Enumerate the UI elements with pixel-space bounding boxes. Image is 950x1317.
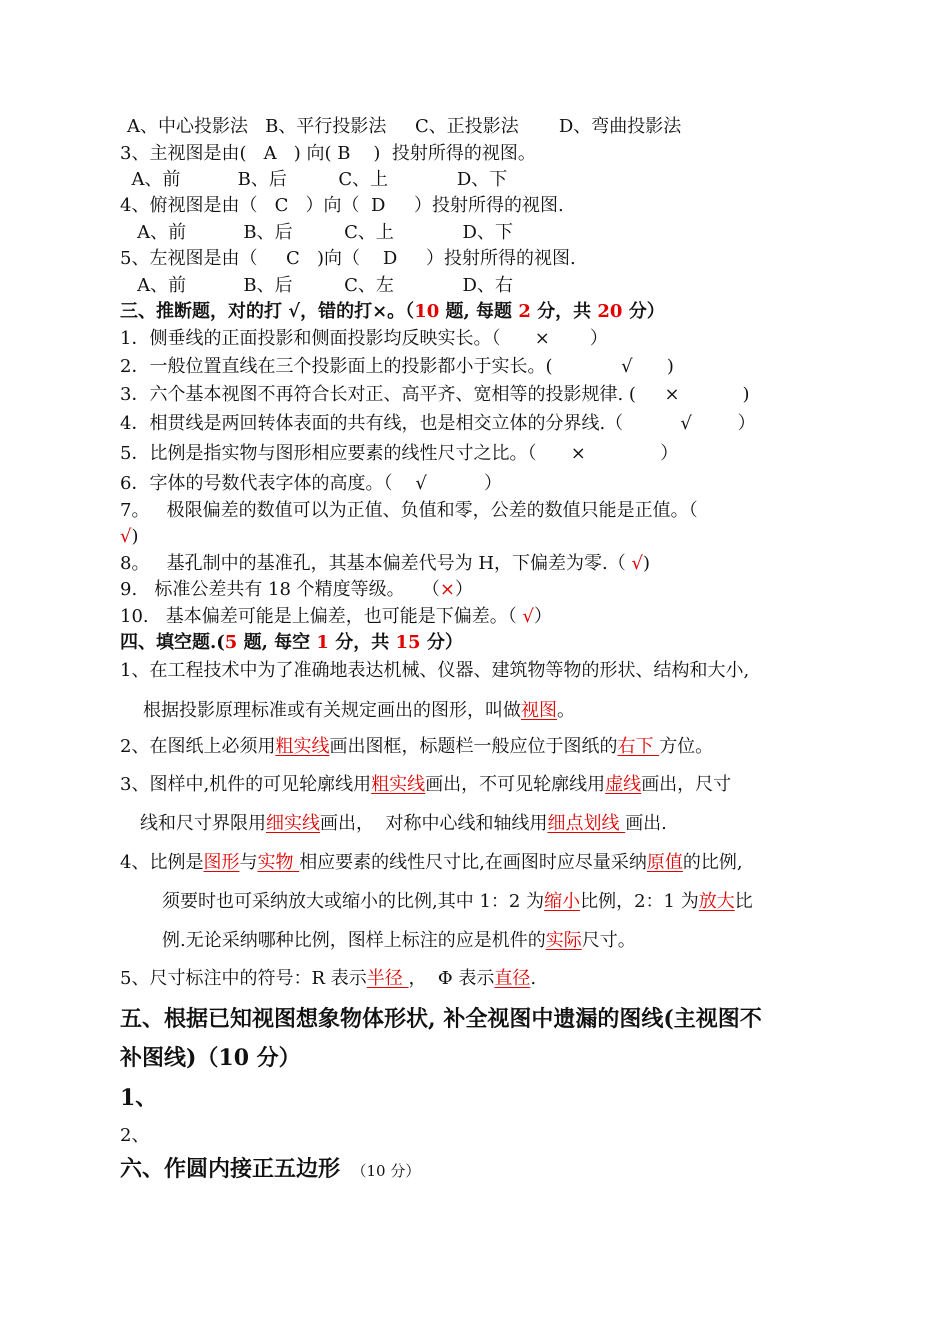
- tf-item-5: 5．比例是指实物与图形相应要素的线性尺寸之比。（ × ）: [120, 443, 679, 464]
- question-options: A、中心投影法 B、平行投影法 C、正投影法 D、弯曲投影法: [127, 116, 682, 137]
- answer-blank: 细实线: [266, 813, 320, 834]
- section-5-heading-line-1: 五、根据已知视图想象物体形状, 补全视图中遗漏的图线(主视图不: [120, 1006, 762, 1032]
- section-4-heading: 四、填空题.(5 题, 每空 1 分，共 15 分）: [120, 632, 463, 653]
- answer-blank: 实际: [545, 930, 582, 951]
- answer-blank: 粗实线: [275, 736, 330, 757]
- answer-blank: 放大: [698, 891, 735, 912]
- section-5-heading-line-2: 补图线)（10 分）: [120, 1045, 301, 1071]
- answer-blank: 图形: [203, 852, 240, 873]
- answer-blank: 缩小: [544, 891, 581, 912]
- question-5: 5、左视图是由（ C )向（ D ）投射所得的视图.: [120, 248, 576, 269]
- fill-item-1-line-1: 1、在工程技术中为了准确地表达机械、仪器、建筑物等物的形状、结构和大小,: [120, 660, 750, 681]
- tf-item-10: 10. 基本偏差可能是上偏差，也可能是下偏差。（ √）: [120, 606, 552, 627]
- tf-item-7: 7。 极限偏差的数值可以为正值、负值和零，公差的数值只能是正值。（: [120, 500, 698, 521]
- section-6-heading: 六、作圆内接正五边形 （10 分）: [120, 1156, 421, 1182]
- answer-blank: 实物: [257, 852, 300, 873]
- answer-blank: 虚线: [605, 774, 642, 795]
- fill-item-5: 5、尺寸标注中的符号：R 表示半径 ， Φ 表示直径.: [120, 968, 537, 989]
- answer-blank: 直径: [494, 968, 531, 989]
- section-3-heading: 三、推断题，对的打 √，错的打×。（10 题, 每题 2 分，共 20 分）: [120, 301, 665, 322]
- fill-item-1-line-2: 根据投影原理标准或有关规定画出的图形，叫做视图。: [143, 700, 575, 721]
- tf-item-9: 9. 标准公差共有 18 个精度等级。 （×）: [120, 579, 473, 600]
- section-5-item-1: 1、: [120, 1085, 158, 1111]
- tf-item-3: 3．六个基本视图不再符合长对正、高平齐、宽相等的投影规律. ( × ): [120, 384, 750, 405]
- answer-blank: 视图: [521, 700, 557, 721]
- tf-item-6: 6．字体的号数代表字体的高度。（ √ ）: [120, 473, 503, 494]
- fill-item-2: 2、在图纸上必须用粗实线画出图框，标题栏一般应位于图纸的右下 方位。: [120, 736, 714, 757]
- tf-item-4: 4．相贯线是两回转体表面的共有线，也是相交立体的分界线.（ √ ）: [120, 413, 756, 434]
- question-4: 4、俯视图是由（ C ）向（ D ）投射所得的视图.: [120, 195, 564, 216]
- question-3-options: A、前 B、后 C、上 D、下: [120, 169, 508, 190]
- fill-item-4-line-2: 须要时也可采纳放大或缩小的比例,其中 1：2 为缩小比例，2：1 为放大比: [162, 891, 753, 912]
- question-3: 3、主视图是由( A ) 向( B ) 投射所得的视图。: [120, 143, 536, 164]
- tf-item-2: 2．一般位置直线在三个投影面上的投影都小于实长。( √ ): [120, 356, 674, 377]
- answer-blank: 粗实线: [371, 774, 426, 795]
- fill-item-3-line-1: 3、图样中,机件的可见轮廓线用粗实线画出，不可见轮廓线用虚线画出，尺寸: [120, 774, 732, 795]
- question-5-options: A、前 B、后 C、左 D、右: [120, 275, 513, 296]
- fill-item-3-line-2: 线和尺寸界限用细实线画出， 对称中心线和轴线用细点划线 画出.: [140, 813, 667, 834]
- question-4-options: A、前 B、后 C、上 D、下: [120, 222, 513, 243]
- fill-item-4-line-1: 4、比例是图形与实物 相应要素的线性尺寸比,在画图时应尽量采纳原值的比例,: [120, 852, 743, 873]
- answer-blank: 右下: [617, 736, 660, 757]
- answer-blank: 半径: [366, 968, 409, 989]
- answer-blank: 原值: [646, 852, 683, 873]
- section-5-item-2: 2、: [120, 1125, 150, 1146]
- fill-item-4-line-3: 例.无论采纳哪种比例，图样上标注的应是机件的实际尺寸。: [162, 930, 636, 951]
- tf-item-1: 1．侧垂线的正面投影和侧面投影均反映实长。（ × ）: [120, 328, 608, 349]
- answer-blank: 细点划线: [547, 813, 626, 834]
- tf-item-7-answer: √): [120, 526, 139, 547]
- tf-item-8: 8。 基孔制中的基准孔，其基本偏差代号为 H，下偏差为零.（ √): [120, 553, 650, 574]
